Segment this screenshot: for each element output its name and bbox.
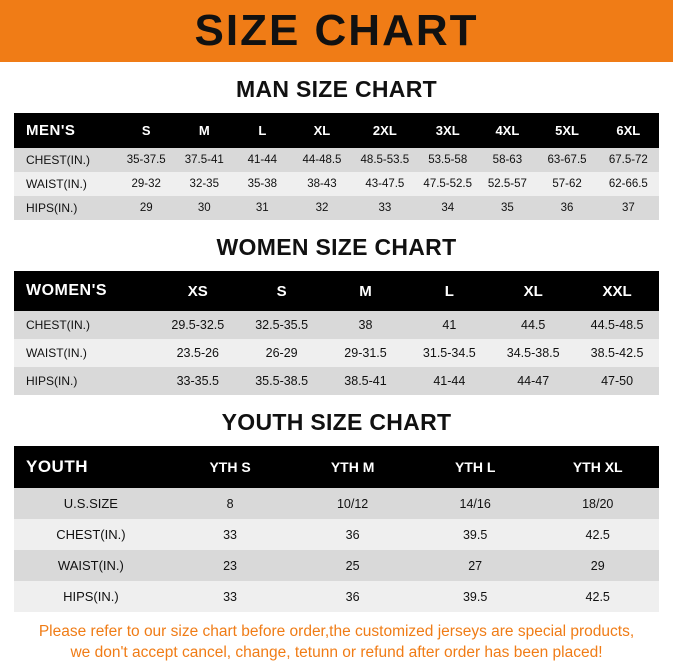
- women-header-s: S: [240, 271, 324, 311]
- men-chest-5xl: 63-67.5: [547, 154, 587, 166]
- women-table-header: [14, 271, 659, 311]
- men-section-title: MAN SIZE CHART: [236, 76, 437, 102]
- youth-ussize-xl: 18/20: [582, 496, 614, 511]
- men-hips-s: 29: [139, 202, 153, 214]
- men-row-chest-label: CHEST(IN.): [26, 153, 90, 167]
- men-waist-2xl: 43-47.5: [365, 178, 405, 190]
- youth-waist-m: 25: [345, 558, 360, 573]
- table-row: [14, 172, 659, 196]
- youth-waist-xl: 29: [590, 558, 605, 573]
- youth-table-body: [14, 488, 659, 612]
- men-waist-m: 32-35: [189, 178, 219, 190]
- men-waist-xl: 38-43: [307, 178, 337, 190]
- women-hips-xxl: 47-50: [601, 374, 634, 388]
- youth-hips-m: 36: [345, 589, 360, 604]
- men-chest-l: 41-44: [247, 154, 278, 166]
- youth-hips-l: 39.5: [462, 589, 488, 604]
- men-hips-xl: 32: [315, 202, 329, 214]
- men-size-table: [14, 113, 659, 220]
- men-header-6xl: 6XL: [598, 113, 659, 148]
- table-header-row: [14, 113, 659, 148]
- youth-chest-l: 39.5: [462, 527, 488, 542]
- women-chest-m: 38: [358, 318, 373, 332]
- women-size-table: [14, 271, 659, 395]
- footer-note-line-2: we don't accept cancel, change, tetunn or refund after order has been placed!: [70, 643, 603, 661]
- women-chest-l: 41: [442, 318, 457, 332]
- men-header-m: M: [175, 113, 233, 148]
- page-banner: [0, 0, 673, 62]
- youth-waist-s: 23: [223, 558, 238, 573]
- men-hips-3xl: 34: [441, 202, 455, 214]
- table-row: [14, 148, 659, 172]
- men-header-xl: XL: [291, 113, 352, 148]
- youth-ussize-m: 10/12: [336, 496, 369, 511]
- men-hips-m: 30: [197, 202, 211, 214]
- youth-header-l: YTH L: [414, 446, 537, 488]
- men-chest-3xl: 53.5-58: [428, 154, 468, 166]
- men-waist-s: 29-32: [131, 178, 161, 190]
- youth-size-table: [14, 446, 659, 612]
- youth-size-section: [0, 409, 673, 612]
- men-hips-5xl: 36: [560, 202, 574, 214]
- youth-ussize-s: 8: [226, 496, 234, 511]
- women-chest-xs: 29.5-32.5: [171, 318, 225, 332]
- men-waist-l: 35-38: [247, 178, 278, 190]
- women-row-chest-label: CHEST(IN.): [26, 318, 90, 332]
- women-waist-l: 31.5-34.5: [422, 346, 476, 360]
- table-row: [14, 581, 659, 612]
- men-header-2xl: 2XL: [353, 113, 418, 148]
- women-chest-s: 32.5-35.5: [255, 318, 309, 332]
- men-chest-xl: 44-48.5: [302, 154, 342, 166]
- table-row: [14, 488, 659, 519]
- table-row: [14, 339, 659, 367]
- men-row-hips-label: HIPS(IN.): [26, 201, 78, 215]
- men-hips-4xl: 35: [500, 202, 514, 214]
- youth-row-ussize-label: U.S.SIZE: [63, 496, 118, 511]
- men-waist-5xl: 57-62: [552, 178, 582, 190]
- women-hips-xl: 44-47: [517, 374, 550, 388]
- men-waist-4xl: 52.5-57: [487, 178, 527, 190]
- women-waist-xs: 23.5-26: [176, 346, 220, 360]
- youth-header-xl: YTH XL: [536, 446, 659, 488]
- men-size-section: [0, 76, 673, 220]
- men-hips-2xl: 33: [378, 202, 392, 214]
- women-hips-s: 35.5-38.5: [255, 374, 309, 388]
- page-title: SIZE CHART: [194, 6, 479, 55]
- women-size-section: [0, 234, 673, 395]
- women-table-body: [14, 311, 659, 395]
- youth-chest-m: 36: [345, 527, 360, 542]
- women-row-hips-label: HIPS(IN.): [26, 374, 78, 388]
- women-header-l: L: [407, 271, 491, 311]
- women-hips-m: 38.5-41: [344, 374, 387, 388]
- women-waist-s: 26-29: [265, 346, 298, 360]
- men-chest-m: 37.5-41: [184, 154, 224, 166]
- footer-note: [0, 612, 673, 664]
- men-header-4xl: 4XL: [478, 113, 536, 148]
- table-row: [14, 196, 659, 220]
- women-header-m: M: [324, 271, 408, 311]
- women-header-label: WOMEN'S: [14, 271, 156, 311]
- table-header-row: [14, 446, 659, 488]
- men-header-3xl: 3XL: [417, 113, 478, 148]
- men-hips-6xl: 37: [621, 202, 635, 214]
- women-hips-xs: 33-35.5: [176, 374, 220, 388]
- men-chest-s: 35-37.5: [126, 154, 166, 166]
- men-header-label: MEN'S: [14, 113, 117, 148]
- women-hips-l: 41-44: [433, 374, 466, 388]
- men-header-s: S: [117, 113, 175, 148]
- men-header-l: L: [233, 113, 291, 148]
- women-header-xxl: XXL: [575, 271, 659, 311]
- women-section-title: WOMEN SIZE CHART: [216, 234, 457, 260]
- women-waist-xl: 34.5-38.5: [506, 346, 560, 360]
- men-chest-4xl: 58-63: [492, 154, 523, 166]
- men-table-body: [14, 148, 659, 220]
- youth-hips-s: 33: [223, 589, 238, 604]
- footer-note-line-1: Please refer to our size chart before order,the customized jerseys are special products,: [38, 623, 635, 640]
- youth-waist-l: 27: [468, 558, 483, 573]
- men-chest-2xl: 48.5-53.5: [360, 154, 410, 166]
- women-header-xs: XS: [156, 271, 240, 311]
- youth-header-label: YOUTH: [14, 446, 169, 488]
- table-row: [14, 311, 659, 339]
- women-chest-xl: 44.5: [521, 318, 546, 332]
- youth-row-chest-label: CHEST(IN.): [56, 527, 126, 542]
- youth-chest-s: 33: [223, 527, 238, 542]
- youth-header-s: YTH S: [169, 446, 292, 488]
- women-row-waist-label: WAIST(IN.): [26, 346, 87, 360]
- youth-section-title: YOUTH SIZE CHART: [221, 409, 452, 435]
- youth-header-m: YTH M: [291, 446, 414, 488]
- men-table-header: [14, 113, 659, 148]
- youth-row-waist-label: WAIST(IN.): [57, 558, 124, 573]
- youth-row-hips-label: HIPS(IN.): [63, 589, 119, 604]
- men-waist-3xl: 47.5-52.5: [423, 178, 473, 190]
- men-waist-6xl: 62-66.5: [608, 178, 648, 190]
- youth-ussize-l: 14/16: [459, 496, 491, 511]
- table-row: [14, 367, 659, 395]
- men-chest-6xl: 67.5-72: [608, 154, 648, 166]
- men-header-5xl: 5XL: [536, 113, 597, 148]
- men-hips-l: 31: [255, 202, 269, 214]
- youth-chest-xl: 42.5: [585, 527, 610, 542]
- women-waist-xxl: 38.5-42.5: [590, 346, 644, 360]
- youth-table-header: [14, 446, 659, 488]
- men-row-waist-label: WAIST(IN.): [26, 177, 87, 191]
- table-header-row: [14, 271, 659, 311]
- women-waist-m: 29-31.5: [344, 346, 387, 360]
- women-chest-xxl: 44.5-48.5: [590, 318, 644, 332]
- table-row: [14, 519, 659, 550]
- youth-hips-xl: 42.5: [585, 589, 610, 604]
- women-header-xl: XL: [491, 271, 575, 311]
- table-row: [14, 550, 659, 581]
